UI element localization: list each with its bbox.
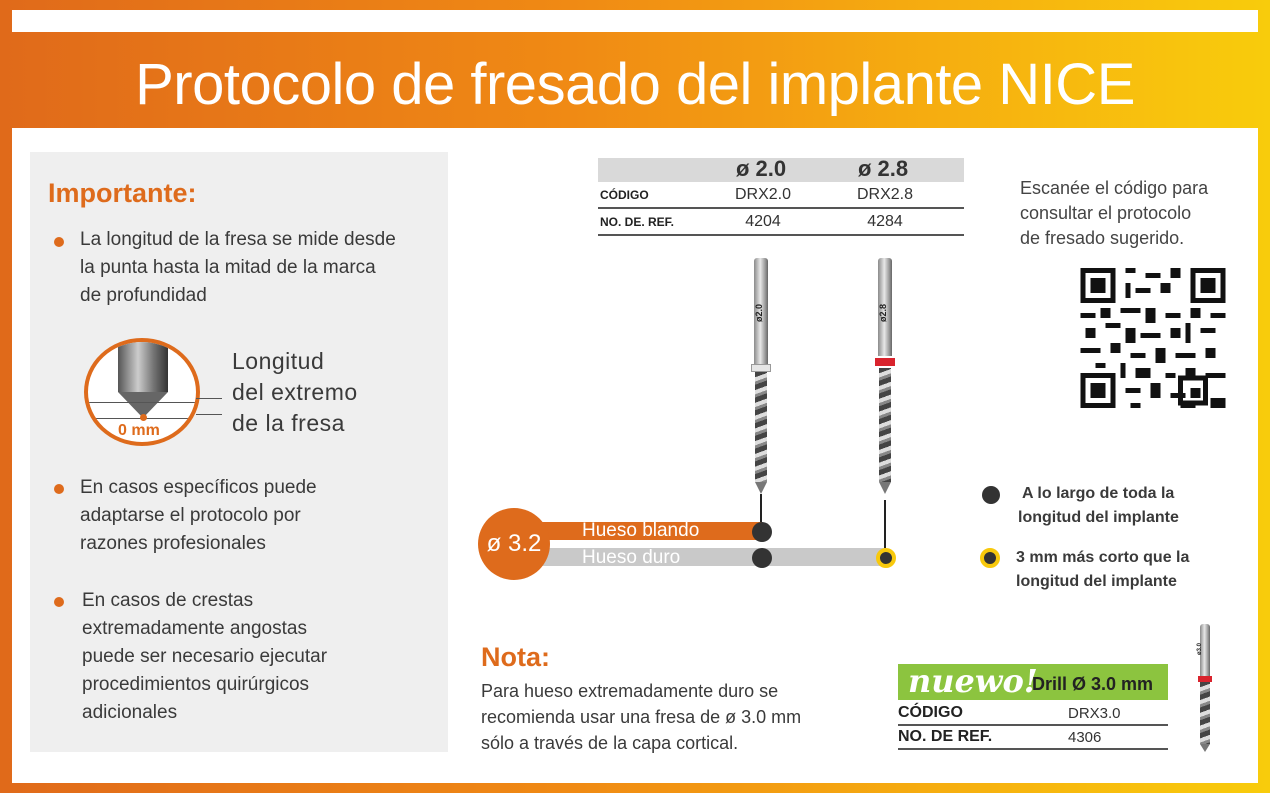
scan-instructions: Escanée el código para consultar el protocolo de fresado sugerido. [1020,178,1209,248]
legend-dot-yellow [980,548,1000,568]
depth-ring [751,364,771,372]
table-row: NO. DE REF. 4306 [898,726,1168,750]
header-2-8: ø 2.8 [858,156,909,181]
diameter-badge: ø 3.2 [478,508,550,580]
table-row: CÓDIGO DRX2.0 DRX2.8 [598,182,964,209]
drill-table [598,158,964,236]
qr-code[interactable] [1080,268,1226,408]
table-header [598,158,964,182]
bullet-dot [54,484,64,494]
table-row: NO. DE. REF. 4204 4284 [598,209,964,236]
drill-tip-illustration [84,338,200,446]
bullet-3: En casos de crestas extremadamente angostas puede ser necesario ejecutar procedimientos quirúrgicos adicionales [82,590,328,723]
drill-body [118,338,168,392]
page-title: Protocolo de fresado del implante NICE [135,52,1135,117]
bullet-dot [54,237,64,247]
legend-dot-black [982,486,1000,504]
top-strip [12,10,1258,32]
note-heading: Nota: [481,642,550,672]
bullet-1: La longitud de la fresa se mide desde la punta hasta la mitad de la marca de profundidad [80,229,396,306]
hard-bone-label: Hueso duro [582,547,681,568]
zero-mm-label: 0 mm [118,422,160,439]
bullet-dot [54,597,64,607]
note-text: Para hueso extremadamente duro se recomienda usar una fresa de ø 3.0 mm sólo a través de la capa cortical. [481,681,802,753]
table-row: CÓDIGO DRX3.0 [898,702,1168,726]
soft-bone-label: Hueso blando [582,520,700,541]
legend-shorter: 3 mm más corto que la longitud del implante [1016,549,1190,590]
full-length-marker [752,522,772,542]
header-2-0: ø 2.0 [736,156,787,181]
tip-point [140,414,147,421]
new-badge: nuewo! [908,662,1038,700]
shorter-marker [876,548,896,568]
important-heading: Importante: [48,178,197,208]
depth-ring [875,358,895,366]
legend-full-length: A lo largo de toda la longitud del implante [1018,485,1179,526]
full-length-marker [752,548,772,568]
bullet-2: En casos específicos puede adaptarse el protocolo por razones profesionales [80,477,317,554]
new-drill-title: Drill Ø 3.0 mm [1032,674,1154,694]
page: Protocolo de fresado del implante NICE Importante: La longitud de la fresa se mide desde la punta hasta la mitad de la marca de profundidad 0 mm Longitud del extremo de la fresa En casos específicos puede adaptarse el protocolo por razones profesionales En casos de crestas extremadamente angostas puede ser necesario ejecutar procedimientos quirúrgicos adicionales ø 2.0 ø 2.8 CÓDIGO DRX2.0 DRX2.8 NO. DE. REF. 4204 4284 ø2.0 ø2.8 ø 3.2 Hueso blando Hueso duro Escanée el código para consultar el protocolo de fresado sugerido. A lo largo de toda la longitud del implante 3 mm más corto que la longitud del implante Nota: Para hueso extremadamente duro se recomienda usar una fresa de ø 3.0 mm sólo a través de la capa cortical. nuewo! Drill Ø 3.0 mm CÓDIGO DRX3.0 NO. DE REF. 4306 ø3.0 [0,0,1270,793]
tip-length-caption: Longitud del extremo de la fresa [232,348,358,436]
